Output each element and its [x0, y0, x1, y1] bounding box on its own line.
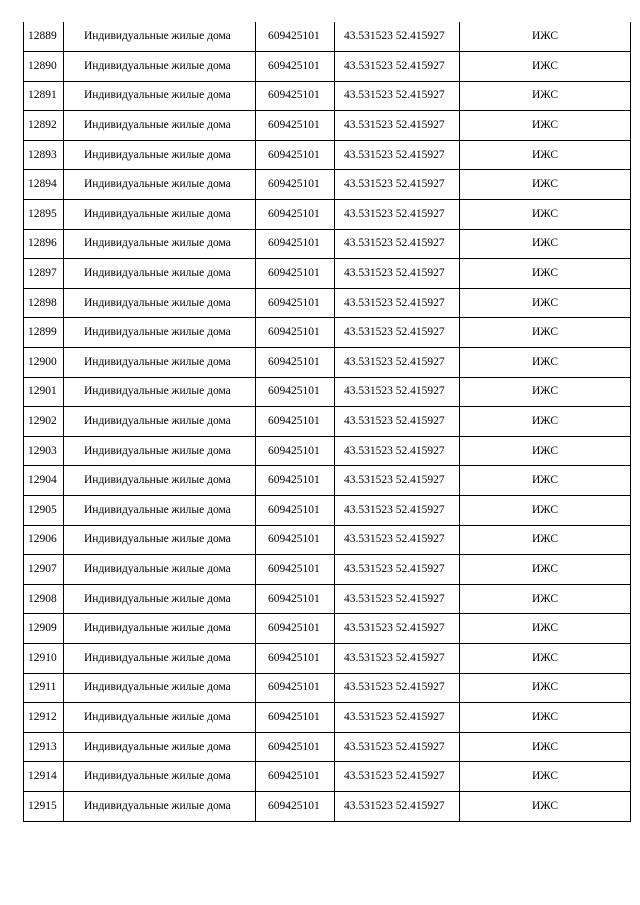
okato-code-cell: 609425101	[256, 732, 335, 762]
object-type-cell: Индивидуальные жилые дома	[64, 22, 256, 52]
category-cell: ИЖС	[460, 496, 631, 526]
coordinates-cell: 43.531523 52.415927	[335, 377, 460, 407]
row-number-cell: 12891	[24, 81, 64, 111]
okato-code-cell: 609425101	[256, 348, 335, 378]
coordinates-cell: 43.531523 52.415927	[335, 643, 460, 673]
object-type-cell: Индивидуальные жилые дома	[64, 703, 256, 733]
coordinates-cell: 43.531523 52.415927	[335, 584, 460, 614]
okato-code-cell: 609425101	[256, 259, 335, 289]
table-row	[24, 229, 631, 259]
table-row	[24, 703, 631, 733]
category-cell: ИЖС	[460, 377, 631, 407]
okato-code-cell: 609425101	[256, 466, 335, 496]
row-number-cell: 12894	[24, 170, 64, 200]
coordinates-cell: 43.531523 52.415927	[335, 673, 460, 703]
object-type-cell: Индивидуальные жилые дома	[64, 170, 256, 200]
object-type-cell: Индивидуальные жилые дома	[64, 732, 256, 762]
row-number-cell: 12908	[24, 584, 64, 614]
coordinates-cell: 43.531523 52.415927	[335, 614, 460, 644]
category-cell: ИЖС	[460, 732, 631, 762]
category-cell: ИЖС	[460, 140, 631, 170]
okato-code-cell: 609425101	[256, 229, 335, 259]
table-row	[24, 200, 631, 230]
row-number-cell: 12905	[24, 496, 64, 526]
object-type-cell: Индивидуальные жилые дома	[64, 525, 256, 555]
row-number-cell: 12889	[24, 22, 64, 52]
object-type-cell: Индивидуальные жилые дома	[64, 496, 256, 526]
okato-code-cell: 609425101	[256, 791, 335, 821]
row-number-cell: 12897	[24, 259, 64, 289]
okato-code-cell: 609425101	[256, 525, 335, 555]
object-type-cell: Индивидуальные жилые дома	[64, 791, 256, 821]
okato-code-cell: 609425101	[256, 555, 335, 585]
table-row	[24, 22, 631, 52]
table-row	[24, 81, 631, 111]
category-cell: ИЖС	[460, 614, 631, 644]
coordinates-cell: 43.531523 52.415927	[335, 525, 460, 555]
coordinates-cell: 43.531523 52.415927	[335, 791, 460, 821]
object-type-cell: Индивидуальные жилые дома	[64, 348, 256, 378]
object-type-cell: Индивидуальные жилые дома	[64, 643, 256, 673]
okato-code-cell: 609425101	[256, 496, 335, 526]
coordinates-cell: 43.531523 52.415927	[335, 259, 460, 289]
row-number-cell: 12901	[24, 377, 64, 407]
row-number-cell: 12915	[24, 791, 64, 821]
table-row	[24, 791, 631, 821]
object-type-cell: Индивидуальные жилые дома	[64, 259, 256, 289]
category-cell: ИЖС	[460, 436, 631, 466]
okato-code-cell: 609425101	[256, 643, 335, 673]
coordinates-cell: 43.531523 52.415927	[335, 407, 460, 437]
row-number-cell: 12890	[24, 52, 64, 82]
table-row	[24, 140, 631, 170]
category-cell: ИЖС	[460, 703, 631, 733]
coordinates-cell: 43.531523 52.415927	[335, 762, 460, 792]
table-row	[24, 436, 631, 466]
object-type-cell: Индивидуальные жилые дома	[64, 614, 256, 644]
row-number-cell: 12902	[24, 407, 64, 437]
coordinates-cell: 43.531523 52.415927	[335, 229, 460, 259]
okato-code-cell: 609425101	[256, 52, 335, 82]
object-type-cell: Индивидуальные жилые дома	[64, 673, 256, 703]
table-row	[24, 170, 631, 200]
object-type-cell: Индивидуальные жилые дома	[64, 140, 256, 170]
object-type-cell: Индивидуальные жилые дома	[64, 288, 256, 318]
coordinates-cell: 43.531523 52.415927	[335, 496, 460, 526]
table-row	[24, 348, 631, 378]
coordinates-cell: 43.531523 52.415927	[335, 348, 460, 378]
category-cell: ИЖС	[460, 111, 631, 141]
table-row	[24, 377, 631, 407]
coordinates-cell: 43.531523 52.415927	[335, 436, 460, 466]
category-cell: ИЖС	[460, 348, 631, 378]
table-row	[24, 584, 631, 614]
row-number-cell: 12904	[24, 466, 64, 496]
object-type-cell: Индивидуальные жилые дома	[64, 584, 256, 614]
object-type-cell: Индивидуальные жилые дома	[64, 436, 256, 466]
coordinates-cell: 43.531523 52.415927	[335, 318, 460, 348]
okato-code-cell: 609425101	[256, 673, 335, 703]
okato-code-cell: 609425101	[256, 703, 335, 733]
okato-code-cell: 609425101	[256, 288, 335, 318]
row-number-cell: 12913	[24, 732, 64, 762]
table-row	[24, 555, 631, 585]
coordinates-cell: 43.531523 52.415927	[335, 466, 460, 496]
coordinates-cell: 43.531523 52.415927	[335, 555, 460, 585]
coordinates-cell: 43.531523 52.415927	[335, 288, 460, 318]
row-number-cell: 12911	[24, 673, 64, 703]
row-number-cell: 12895	[24, 200, 64, 230]
category-cell: ИЖС	[460, 229, 631, 259]
okato-code-cell: 609425101	[256, 111, 335, 141]
okato-code-cell: 609425101	[256, 377, 335, 407]
table-row	[24, 673, 631, 703]
row-number-cell: 12893	[24, 140, 64, 170]
object-type-cell: Индивидуальные жилые дома	[64, 318, 256, 348]
category-cell: ИЖС	[460, 643, 631, 673]
row-number-cell: 12906	[24, 525, 64, 555]
object-type-cell: Индивидуальные жилые дома	[64, 52, 256, 82]
row-number-cell: 12898	[24, 288, 64, 318]
object-type-cell: Индивидуальные жилые дома	[64, 762, 256, 792]
coordinates-cell: 43.531523 52.415927	[335, 703, 460, 733]
table-row	[24, 259, 631, 289]
category-cell: ИЖС	[460, 288, 631, 318]
object-type-cell: Индивидуальные жилые дома	[64, 555, 256, 585]
category-cell: ИЖС	[460, 22, 631, 52]
coordinates-cell: 43.531523 52.415927	[335, 52, 460, 82]
okato-code-cell: 609425101	[256, 318, 335, 348]
row-number-cell: 12907	[24, 555, 64, 585]
okato-code-cell: 609425101	[256, 407, 335, 437]
okato-code-cell: 609425101	[256, 200, 335, 230]
table-row	[24, 525, 631, 555]
coordinates-cell: 43.531523 52.415927	[335, 22, 460, 52]
category-cell: ИЖС	[460, 555, 631, 585]
row-number-cell: 12909	[24, 614, 64, 644]
table-row	[24, 496, 631, 526]
okato-code-cell: 609425101	[256, 140, 335, 170]
category-cell: ИЖС	[460, 525, 631, 555]
table-row	[24, 288, 631, 318]
coordinates-cell: 43.531523 52.415927	[335, 170, 460, 200]
row-number-cell: 12900	[24, 348, 64, 378]
table-row	[24, 643, 631, 673]
okato-code-cell: 609425101	[256, 22, 335, 52]
table-row	[24, 762, 631, 792]
table-row	[24, 318, 631, 348]
coordinates-cell: 43.531523 52.415927	[335, 111, 460, 141]
coordinates-cell: 43.531523 52.415927	[335, 140, 460, 170]
table-row	[24, 614, 631, 644]
object-type-cell: Индивидуальные жилые дома	[64, 111, 256, 141]
table-row	[24, 111, 631, 141]
row-number-cell: 12892	[24, 111, 64, 141]
row-number-cell: 12914	[24, 762, 64, 792]
okato-code-cell: 609425101	[256, 436, 335, 466]
table-row	[24, 407, 631, 437]
category-cell: ИЖС	[460, 791, 631, 821]
coordinates-cell: 43.531523 52.415927	[335, 732, 460, 762]
registry-table	[23, 22, 631, 822]
category-cell: ИЖС	[460, 52, 631, 82]
category-cell: ИЖС	[460, 318, 631, 348]
category-cell: ИЖС	[460, 259, 631, 289]
category-cell: ИЖС	[460, 673, 631, 703]
object-type-cell: Индивидуальные жилые дома	[64, 407, 256, 437]
category-cell: ИЖС	[460, 762, 631, 792]
table-row	[24, 732, 631, 762]
category-cell: ИЖС	[460, 466, 631, 496]
row-number-cell: 12912	[24, 703, 64, 733]
okato-code-cell: 609425101	[256, 170, 335, 200]
registry-table-body	[24, 22, 631, 821]
category-cell: ИЖС	[460, 200, 631, 230]
okato-code-cell: 609425101	[256, 762, 335, 792]
category-cell: ИЖС	[460, 584, 631, 614]
object-type-cell: Индивидуальные жилые дома	[64, 377, 256, 407]
table-row	[24, 52, 631, 82]
okato-code-cell: 609425101	[256, 614, 335, 644]
object-type-cell: Индивидуальные жилые дома	[64, 466, 256, 496]
row-number-cell: 12910	[24, 643, 64, 673]
object-type-cell: Индивидуальные жилые дома	[64, 81, 256, 111]
category-cell: ИЖС	[460, 407, 631, 437]
row-number-cell: 12903	[24, 436, 64, 466]
okato-code-cell: 609425101	[256, 81, 335, 111]
okato-code-cell: 609425101	[256, 584, 335, 614]
coordinates-cell: 43.531523 52.415927	[335, 81, 460, 111]
category-cell: ИЖС	[460, 170, 631, 200]
table-row	[24, 466, 631, 496]
row-number-cell: 12896	[24, 229, 64, 259]
object-type-cell: Индивидуальные жилые дома	[64, 200, 256, 230]
category-cell: ИЖС	[460, 81, 631, 111]
object-type-cell: Индивидуальные жилые дома	[64, 229, 256, 259]
coordinates-cell: 43.531523 52.415927	[335, 200, 460, 230]
row-number-cell: 12899	[24, 318, 64, 348]
